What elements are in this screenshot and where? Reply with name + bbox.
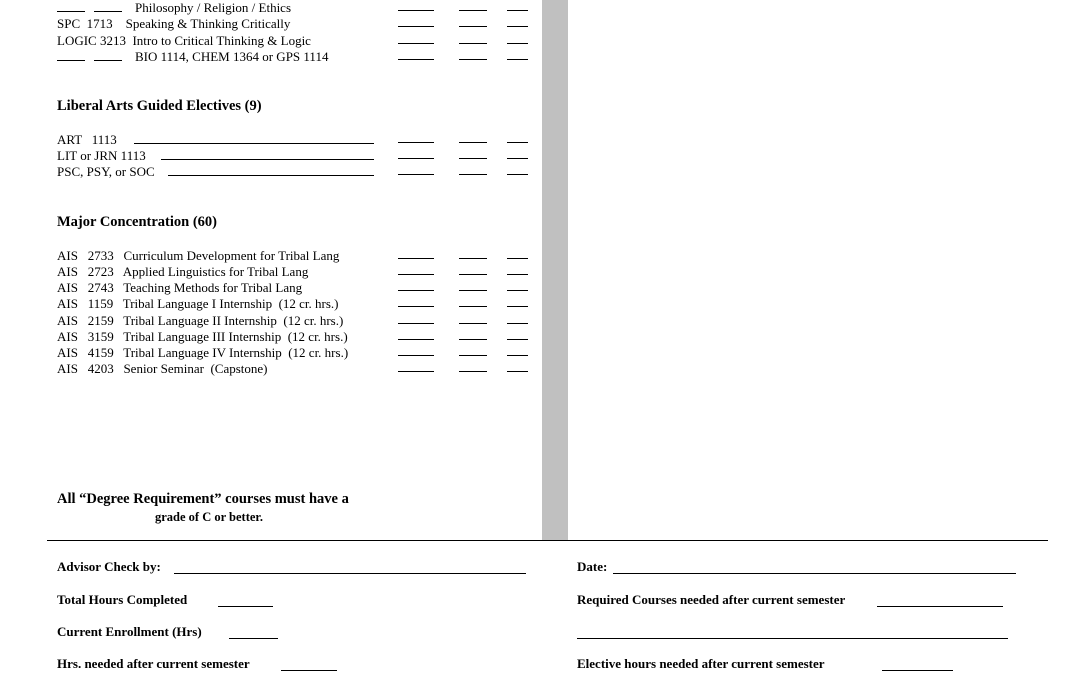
course-name-fill[interactable] <box>134 143 374 144</box>
total-hours-label: Total Hours Completed <box>57 592 188 607</box>
semester-blank[interactable] <box>507 371 528 372</box>
course-row <box>0 16 1080 32</box>
course-label: AIS 1159 Tribal Language I Internship (12 cr. hrs.) <box>57 296 339 311</box>
course-row <box>0 329 1080 345</box>
semester-blank[interactable] <box>507 174 528 175</box>
hrs-needed-field[interactable] <box>281 670 337 671</box>
hours-blank[interactable] <box>459 339 487 340</box>
semester-blank[interactable] <box>507 290 528 291</box>
grade-blank[interactable] <box>398 158 434 159</box>
elective-hours-label: Elective hours needed after current semester <box>577 656 825 671</box>
date-field[interactable] <box>613 573 1016 574</box>
course-label: LOGIC 3213 Intro to Critical Thinking & Logic <box>57 33 311 48</box>
grade-blank[interactable] <box>398 174 434 175</box>
semester-blank[interactable] <box>507 274 528 275</box>
course-row <box>0 0 1080 16</box>
grade-blank[interactable] <box>398 26 434 27</box>
hrs-needed-label: Hrs. needed after current semester <box>57 656 250 671</box>
grade-blank[interactable] <box>398 355 434 356</box>
grade-blank[interactable] <box>398 142 434 143</box>
course-row <box>0 49 1080 65</box>
grade-requirement-note: All “Degree Requirement” courses must have a <box>57 491 349 507</box>
course-row <box>0 148 1080 164</box>
semester-blank[interactable] <box>507 158 528 159</box>
course-label: AIS 2743 Teaching Methods for Tribal Lang <box>57 280 303 295</box>
course-label: AIS 4203 Senior Seminar (Capstone) <box>57 361 268 376</box>
semester-blank[interactable] <box>507 142 528 143</box>
course-row <box>0 280 1080 296</box>
total-hours-field[interactable] <box>218 606 273 607</box>
grade-requirement-note-line2: grade of C or better. <box>155 510 263 524</box>
course-row <box>0 33 1080 49</box>
course-label: PSC, PSY, or SOC <box>57 164 155 179</box>
advisor-check-field[interactable] <box>174 573 526 574</box>
hours-blank[interactable] <box>459 59 487 60</box>
course-row <box>0 132 1080 148</box>
grade-blank[interactable] <box>398 323 434 324</box>
hours-blank[interactable] <box>459 142 487 143</box>
course-label: Philosophy / Religion / Ethics <box>135 0 292 15</box>
grade-blank[interactable] <box>398 290 434 291</box>
course-label: AIS 2159 Tribal Language II Internship (12 cr. hrs.) <box>57 313 344 328</box>
course-label: SPC 1713 Speaking & Thinking Critically <box>57 16 291 31</box>
course-label: ART 1113 <box>57 132 117 147</box>
semester-blank[interactable] <box>507 10 528 11</box>
course-row <box>0 164 1080 180</box>
hours-blank[interactable] <box>459 306 487 307</box>
date-label: Date: <box>577 559 608 574</box>
hours-blank[interactable] <box>459 323 487 324</box>
grade-blank[interactable] <box>398 258 434 259</box>
required-courses-field[interactable] <box>877 606 1003 607</box>
hours-blank[interactable] <box>459 290 487 291</box>
grade-blank[interactable] <box>398 274 434 275</box>
semester-blank[interactable] <box>507 355 528 356</box>
hours-blank[interactable] <box>459 10 487 11</box>
grade-blank[interactable] <box>398 59 434 60</box>
hours-blank[interactable] <box>459 43 487 44</box>
grade-blank[interactable] <box>398 371 434 372</box>
course-row <box>0 296 1080 312</box>
required-courses-continued-field[interactable] <box>577 638 1008 639</box>
grade-blank[interactable] <box>398 10 434 11</box>
grade-blank[interactable] <box>398 339 434 340</box>
course-name-fill[interactable] <box>168 175 374 176</box>
hours-blank[interactable] <box>459 355 487 356</box>
hours-blank[interactable] <box>459 274 487 275</box>
course-label: AIS 2733 Curriculum Development for Tribal Lang <box>57 248 340 263</box>
required-courses-label: Required Courses needed after current semester <box>577 592 846 607</box>
course-row <box>0 345 1080 361</box>
course-row <box>0 248 1080 264</box>
course-label: AIS 2723 Applied Linguistics for Tribal Lang <box>57 264 309 279</box>
semester-blank[interactable] <box>507 26 528 27</box>
section-separator <box>47 540 1048 541</box>
grade-blank[interactable] <box>398 43 434 44</box>
major-concentration-heading: Major Concentration (60) <box>57 214 218 230</box>
hours-blank[interactable] <box>459 26 487 27</box>
current-enrollment-label: Current Enrollment (Hrs) <box>57 624 202 639</box>
course-label: AIS 4159 Tribal Language IV Internship (12 cr. hrs.) <box>57 345 349 360</box>
semester-blank[interactable] <box>507 306 528 307</box>
elective-hours-field[interactable] <box>882 670 953 671</box>
semester-blank[interactable] <box>507 43 528 44</box>
hours-blank[interactable] <box>459 258 487 259</box>
grade-blank[interactable] <box>398 306 434 307</box>
hours-blank[interactable] <box>459 371 487 372</box>
course-row <box>0 264 1080 280</box>
course-name-fill[interactable] <box>161 159 374 160</box>
semester-blank[interactable] <box>507 323 528 324</box>
course-row <box>0 361 1080 377</box>
hours-blank[interactable] <box>459 158 487 159</box>
semester-blank[interactable] <box>507 339 528 340</box>
course-prefix-blanks[interactable] <box>57 0 127 16</box>
semester-blank[interactable] <box>507 258 528 259</box>
course-label: LIT or JRN 1113 <box>57 148 146 163</box>
hours-blank[interactable] <box>459 174 487 175</box>
course-label: AIS 3159 Tribal Language III Internship (12 cr. hrs.) <box>57 329 348 344</box>
course-row <box>0 313 1080 329</box>
course-label: BIO 1114, CHEM 1364 or GPS 1114 <box>135 49 329 64</box>
current-enrollment-field[interactable] <box>229 638 278 639</box>
liberal-arts-heading: Liberal Arts Guided Electives (9) <box>57 98 262 114</box>
advisor-check-label: Advisor Check by: <box>57 559 161 574</box>
course-prefix-blanks[interactable] <box>57 49 127 65</box>
semester-blank[interactable] <box>507 59 528 60</box>
